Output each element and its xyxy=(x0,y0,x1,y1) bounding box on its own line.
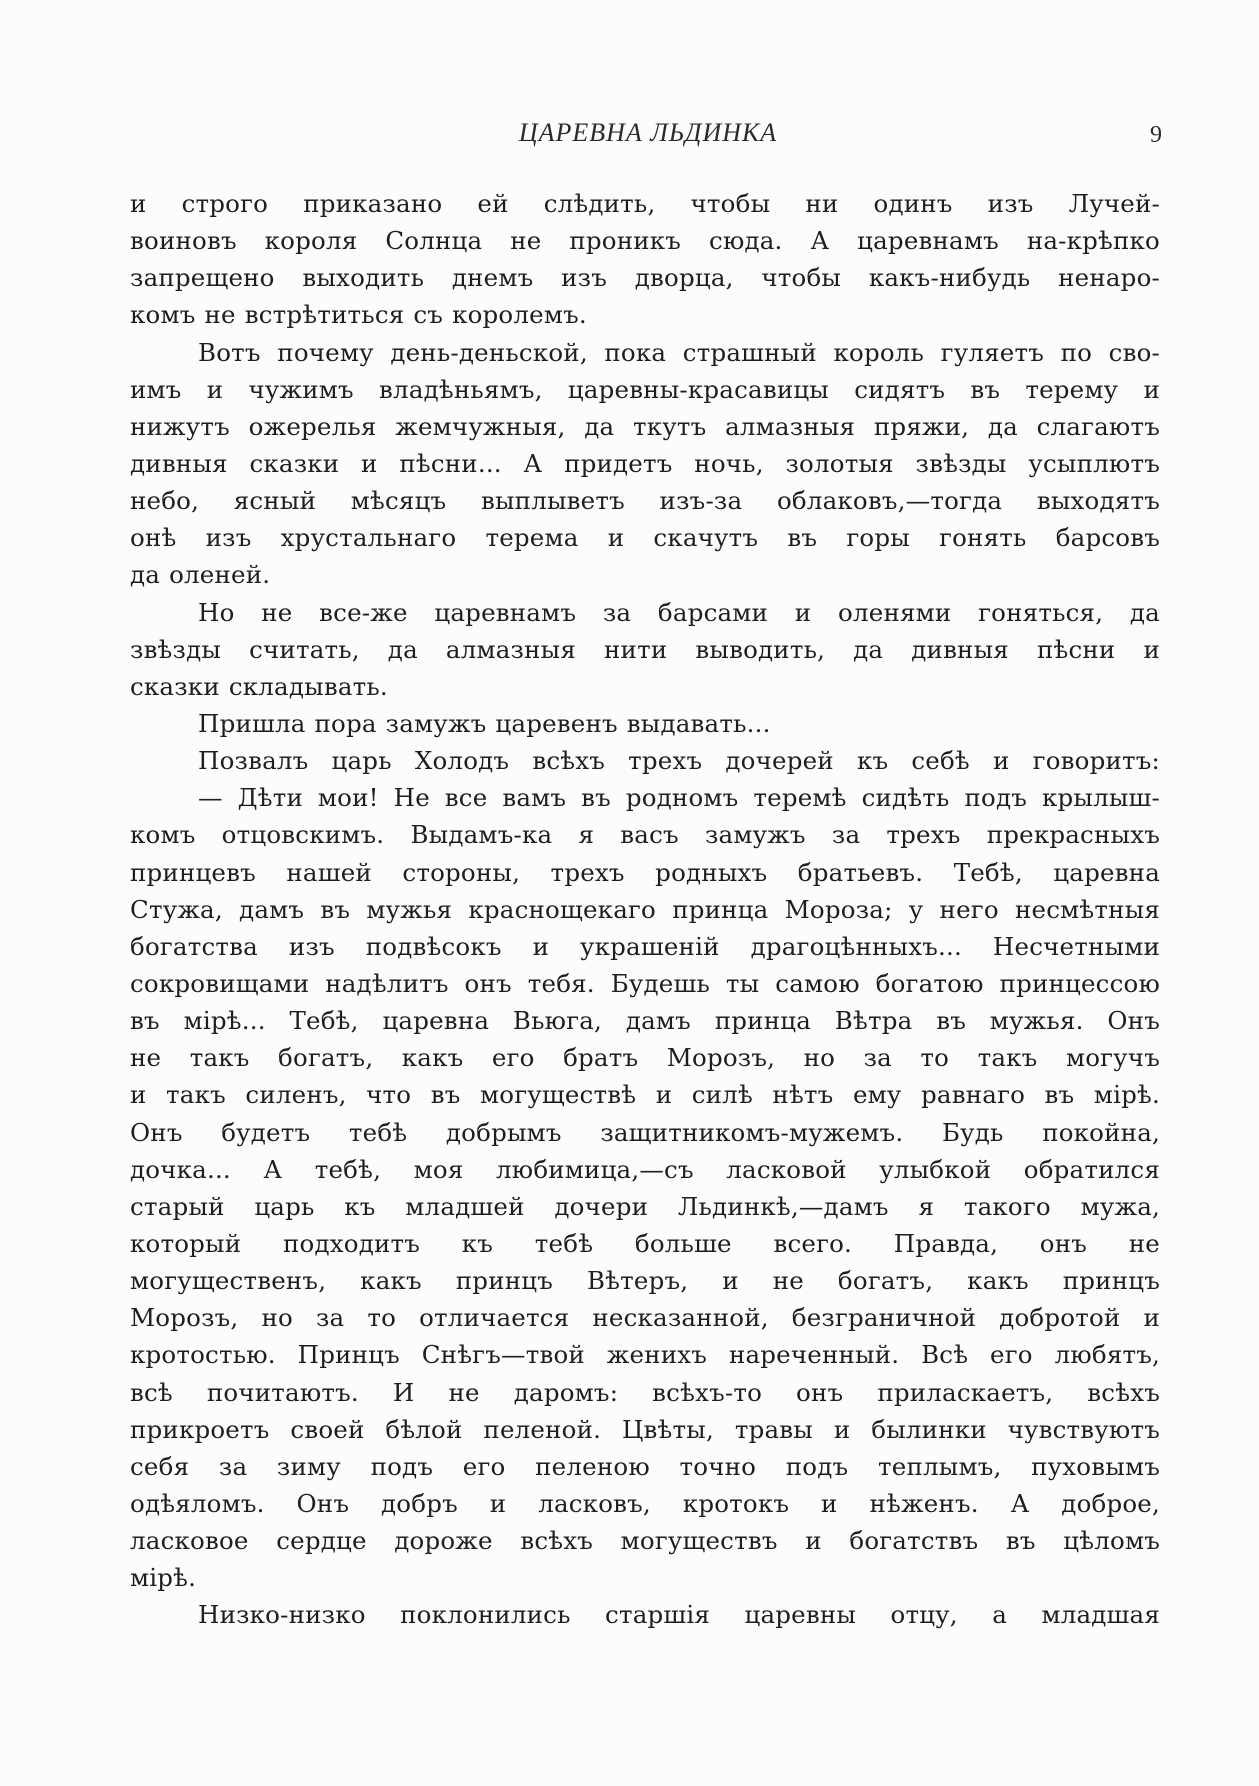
text-line: одѣяломъ. Онъ добръ и ласковъ, кротокъ и нѣженъ. А доброе, xyxy=(130,1488,1160,1518)
text-line: воиновъ короля Солнца не проникъ сюда. А царевнамъ на-крѣпко xyxy=(130,226,1160,256)
text-line: себя за зиму подъ его пеленою точно подъ теплымъ, пуховымъ xyxy=(130,1451,1160,1481)
text-line: кротостью. Принцъ Снѣгъ—твой женихъ нареченный. Всѣ его любятъ, xyxy=(130,1340,1160,1370)
text-line: всѣ почитаютъ. И не даромъ: всѣхъ-то онъ приласкаетъ, всѣхъ xyxy=(130,1377,1160,1407)
text-line: запрещено выходить днемъ изъ дворца, чтобы какъ-нибудь ненаро- xyxy=(130,263,1160,293)
text-line: да оленей. xyxy=(130,560,271,590)
text-line: Но не все-же царевнамъ за барсами и оленями гоняться, да xyxy=(198,597,1160,627)
text-line: и такъ силенъ, что въ могуществѣ и силѣ нѣтъ ему равнаго въ мірѣ. xyxy=(130,1080,1160,1110)
text-line: сказки складывать. xyxy=(130,671,388,701)
running-head xyxy=(128,118,1168,158)
text-line: звѣзды считать, да алмазныя нити выводить, да дивныя пѣсни и xyxy=(130,634,1160,664)
text-line: — Дѣти мои! Не все вамъ въ родномъ теремѣ сидѣть подъ крылыш- xyxy=(198,783,1160,813)
text-line: который подходитъ къ тебѣ больше всего. Правда, онъ не xyxy=(130,1228,1160,1258)
page-number: 9 xyxy=(1150,122,1162,148)
text-line: сокровищами надѣлитъ онъ тебя. Будешь ты самою богатою принцессою xyxy=(130,968,1160,998)
text-line: Морозъ, но за то отличается несказанной, безграничной добротой и xyxy=(130,1303,1160,1333)
text-line: небо, ясный мѣсяцъ выплыветъ изъ-за облаковъ,—тогда выходятъ xyxy=(130,486,1160,516)
text-line: и строго приказано ей слѣдить, чтобы ни одинъ изъ Лучей- xyxy=(130,189,1160,218)
text-line: могущественъ, какъ принцъ Вѣтеръ, и не богатъ, какъ принцъ xyxy=(130,1266,1160,1296)
text-line: Стужа, дамъ въ мужья краснощекаго принца Мороза; у него несмѣтныя xyxy=(130,894,1160,924)
text-line: комъ не встрѣтиться съ королемъ. xyxy=(130,300,587,330)
text-line: Вотъ почему день-деньской, пока страшный король гуляетъ по сво- xyxy=(198,337,1160,367)
text-line: въ мірѣ... Тебѣ, царевна Вьюга, дамъ принца Вѣтра въ мужья. Онъ xyxy=(130,1006,1160,1036)
text-line: мірѣ. xyxy=(130,1563,197,1593)
text-line: имъ и чужимъ владѣньямъ, царевны-красавицы сидятъ въ терему и xyxy=(130,374,1160,404)
text-line: нижутъ ожерелья жемчужныя, да ткутъ алмазныя пряжи, да слагаютъ xyxy=(130,411,1160,441)
text-line: Низко-низко поклонились старшія царевны отцу, а младшая xyxy=(198,1600,1160,1630)
text-line: богатства изъ подвѣсокъ и украшеній драгоцѣнныхъ... Несчетными xyxy=(130,931,1160,961)
text-line: прикроетъ своей бѣлой пеленой. Цвѣты, травы и былинки чувствуютъ xyxy=(130,1414,1160,1444)
body-text xyxy=(130,185,1160,1633)
text-line: комъ отцовскимъ. Выдамъ-ка я васъ замужъ за трехъ прекрасныхъ xyxy=(130,820,1160,850)
text-line: дивныя сказки и пѣсни... А придетъ ночь, золотыя звѣзды усыплютъ xyxy=(130,448,1160,478)
text-line: не такъ богатъ, какъ его братъ Морозъ, но за то такъ могучъ xyxy=(130,1043,1160,1073)
text-line: старый царь къ младшей дочери Льдинкѣ,—дамъ я такого мужа, xyxy=(130,1191,1160,1221)
text-line: ласковое сердце дороже всѣхъ могуществъ и богатствъ въ цѣломъ xyxy=(130,1526,1160,1556)
text-line: Онъ будетъ тебѣ добрымъ защитникомъ-мужемъ. Будь покойна, xyxy=(130,1117,1160,1147)
text-line: Позвалъ царь Холодъ всѣхъ трехъ дочерей къ себѣ и говоритъ: xyxy=(198,746,1160,776)
text-line: Пришла пора замужъ царевенъ выдавать... xyxy=(198,708,771,738)
text-line: дочка... А тебѣ, моя любимица,—съ ласковой улыбкой обратился xyxy=(130,1154,1160,1184)
text-line: онѣ изъ хрустальнаго терема и скачутъ въ горы гонять барсовъ xyxy=(130,523,1160,553)
text-line: принцевъ нашей стороны, трехъ родныхъ братьевъ. Тебѣ, царевна xyxy=(130,857,1160,887)
running-title: ЦАРЕВНА ЛЬДИНКА xyxy=(518,118,778,147)
